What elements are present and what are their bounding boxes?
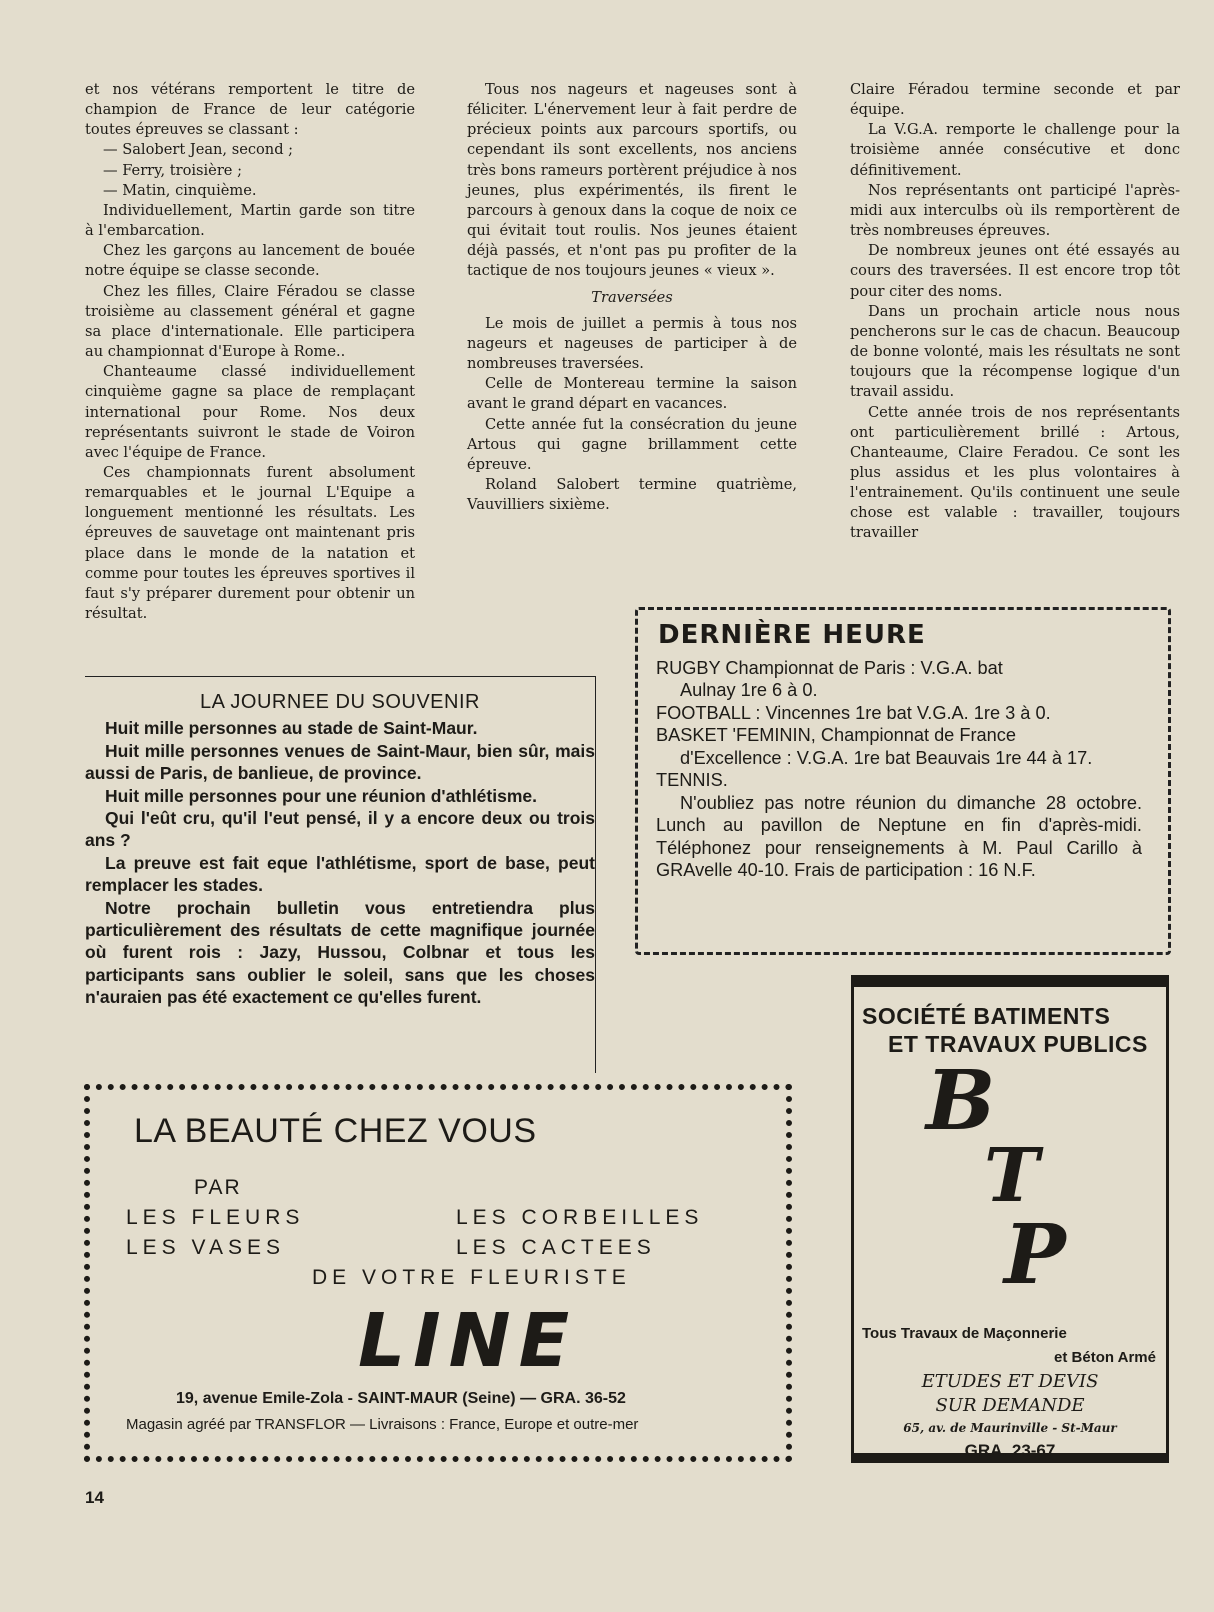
ad-par: PAR bbox=[194, 1176, 242, 1199]
paragraph: Notre prochain bulletin vous entretiendra plus particulièrement des résultats de cette magnifique journée où furent rois : Jazy, Hussou, Colbnar et tous les participants sans oublier le soleil, sans que les choses n'auraien pas été exactement ce qu'elles furent. bbox=[85, 897, 595, 1008]
paragraph: Nos représentants ont participé l'après-midi aux interculbs où ils remportèrent de très nombreuses épreuves. bbox=[850, 181, 1180, 240]
tennis-heading: TENNIS. bbox=[656, 770, 728, 790]
paragraph: Tous nos nageurs et nageuses sont à féliciter. L'énervement leur à fait perdre de précieux points aux parcours sportifs, ou cependant ils sont excellents, nos anciens très bons rameurs portèrent préjudice à nos jeunes, plus expérimentés, ils firent le parcours à genoux dans la coque de noix ce qui évitait tout roulis. Nos jeunes étaient déjà passés, et n'ont pas pu profiter de la tactique de nos toujours jeunes « vieux ». bbox=[467, 81, 797, 280]
btp-etudes: ETUDES ET DEVIS bbox=[921, 1371, 1099, 1392]
ad-fleuriste: DE VOTRE FLEURISTE bbox=[312, 1266, 631, 1289]
btp-address: 65, av. de Maurinville - St-Maur bbox=[903, 1421, 1117, 1435]
paragraph: Cette année fut la consécration du jeune Artous qui gagne brillamment cette épreuve. bbox=[467, 415, 797, 473]
ad-magasin: Magasin agréé par TRANSFLOR — Livraisons : France, Europe et outre-mer bbox=[126, 1416, 639, 1433]
article-column-3 bbox=[850, 80, 1180, 544]
paragraph: Huit mille personnes au stade de Saint-Maur. bbox=[105, 718, 478, 739]
tennis-reunion: N'oubliez pas notre réunion du dimanche 28 octobre. Lunch au pavillon de Neptune en fin d'après-midi. Téléphonez pour renseignements à M. Paul Carillo à GRAvelle 40-10. Frais de participation : 16 N.F. bbox=[656, 792, 1142, 880]
paragraph: Claire Féradou termine seconde et par équipe. bbox=[850, 81, 1180, 119]
paragraph: La V.G.A. remporte le challenge pour la troisième année consécutive et donc définitivement. bbox=[850, 121, 1180, 179]
paragraph: Huit mille personnes venues de Saint-Maur, bien sûr, mais aussi de Paris, de banlieue, de province. bbox=[85, 740, 595, 784]
paragraph: Dans un prochain article nous nous pencherons sur le cas de chacun. Beaucoup de bonne volonté, mais les résultats ne sont toujours que la récompense logique d'un travail assidu. bbox=[850, 302, 1180, 401]
btp-line2: ET TRAVAUX PUBLICS bbox=[888, 1031, 1148, 1057]
btp-sur-demande: SUR DEMANDE bbox=[935, 1395, 1085, 1416]
ad-title: LA BEAUTÉ CHEZ VOUS bbox=[134, 1112, 537, 1150]
ad-fleurs: LES FLEURS bbox=[126, 1206, 305, 1229]
btp-letter-t: T bbox=[984, 1133, 1040, 1219]
paragraph: — Salobert Jean, second ; bbox=[103, 141, 294, 159]
btp-advertisement bbox=[851, 975, 1169, 1463]
paragraph: Chanteaume classé individuellement cinquième gagne sa place de remplaçant international pour Rome. Nos deux représentants suivront le stade de Voiron avec l'équipe de France. bbox=[85, 363, 415, 461]
page-number: 14 bbox=[85, 1488, 104, 1507]
ad-corbeilles: LES CORBEILLES bbox=[456, 1206, 704, 1229]
paragraph: Qui l'eût cru, qu'il l'eut pensé, il y a encore deux ou trois ans ? bbox=[85, 808, 595, 851]
paragraph: et nos vétérans remportent le titre de champion de France de leur catégorie toutes épreuves se classant : bbox=[85, 81, 415, 139]
line-logo: LINE bbox=[358, 1298, 578, 1384]
btp-phone: GRA. 23-67 bbox=[964, 1441, 1056, 1460]
paragraph: — Matin, cinquième. bbox=[103, 181, 257, 199]
ad-address: 19, avenue Emile-Zola - SAINT-MAUR (Seine) — GRA. 36-52 bbox=[176, 1390, 626, 1407]
rugby-result-cont: Aulnay 1re 6 à 0. bbox=[680, 680, 818, 700]
btp-work: Tous Travaux de Maçonnerie bbox=[862, 1325, 1067, 1342]
article-column-1 bbox=[85, 80, 415, 624]
btp-beton: et Béton Armé bbox=[1054, 1349, 1156, 1366]
paragraph: La preuve est fait eque l'athlétisme, sport de base, peut remplacer les stades. bbox=[85, 852, 595, 896]
paragraph: Cette année trois de nos représentants ont particulièrement brillé : Artous, Chanteaume, Claire Feradou. Ce sont les plus assidus et les plus volontaires à l'entrainement. Qu'ils continuent une seule chose est valable : travailler, toujours travailler bbox=[850, 403, 1180, 542]
souvenir-box bbox=[85, 676, 596, 1073]
ad-vases: LES VASES bbox=[126, 1236, 286, 1259]
basket-result-cont: d'Excellence : V.G.A. 1re bat Beauvais 1re 44 à 17. bbox=[680, 747, 1093, 768]
paragraph: Celle de Montereau termine la saison avant le grand départ en vacances. bbox=[467, 375, 797, 413]
paragraph: Individuellement, Martin garde son titre à l'embarcation. bbox=[85, 201, 415, 240]
paragraph: Ces championnats furent absolument remarquables et le journal L'Equipe a longuement mentionné les résultats. Les épreuves de sauvetage ont maintenant pris place dans le monde de la natation et comme pour toutes les épreuves sportives il faut s'y préparer durement pour obtenir un résultat. bbox=[85, 463, 415, 623]
paragraph: Huit mille personnes pour une réunion d'athlétisme. bbox=[105, 785, 537, 806]
paragraph: Le mois de juillet a permis à tous nos nageurs et nageuses de participer à de nombreuses traversées. bbox=[467, 314, 797, 373]
btp-line1: SOCIÉTÉ BATIMENTS bbox=[862, 1003, 1111, 1029]
basket-result: BASKET 'FEMININ, Championnat de France bbox=[656, 725, 1016, 745]
article-column-2 bbox=[467, 80, 797, 515]
football-result: FOOTBALL : Vincennes 1re bat V.G.A. 1re 3 à 0. bbox=[656, 702, 1051, 723]
derniere-heure-box bbox=[635, 607, 1171, 955]
btp-letter-b: B bbox=[926, 1053, 996, 1149]
paragraph: Chez les filles, Claire Féradou se classe troisième au classement général et gagne sa place d'internationale. Elle participera au championnat d'Europe à Rome.. bbox=[85, 282, 415, 361]
paragraph: De nombreux jeunes ont été essayés au cours des traversées. Il est encore trop tôt pour citer des noms. bbox=[850, 242, 1180, 300]
paragraph: Chez les garçons au lancement de bouée notre équipe se classe seconde. bbox=[85, 242, 415, 280]
ad-cactees: LES CACTEES bbox=[456, 1236, 656, 1259]
fleuriste-advertisement bbox=[84, 1084, 792, 1462]
derniere-heure-title: DERNIÈRE HEURE bbox=[658, 620, 926, 650]
btp-letter-p: P bbox=[1004, 1207, 1066, 1303]
section-heading: Traversées bbox=[591, 288, 673, 306]
paragraph: — Ferry, troisière ; bbox=[103, 161, 242, 179]
paragraph: Roland Salobert termine quatrième, Vauvilliers sixième. bbox=[467, 475, 797, 514]
rugby-result: RUGBY Championnat de Paris : V.G.A. bat bbox=[656, 657, 1003, 678]
souvenir-title: LA JOURNEE DU SOUVENIR bbox=[200, 691, 480, 713]
